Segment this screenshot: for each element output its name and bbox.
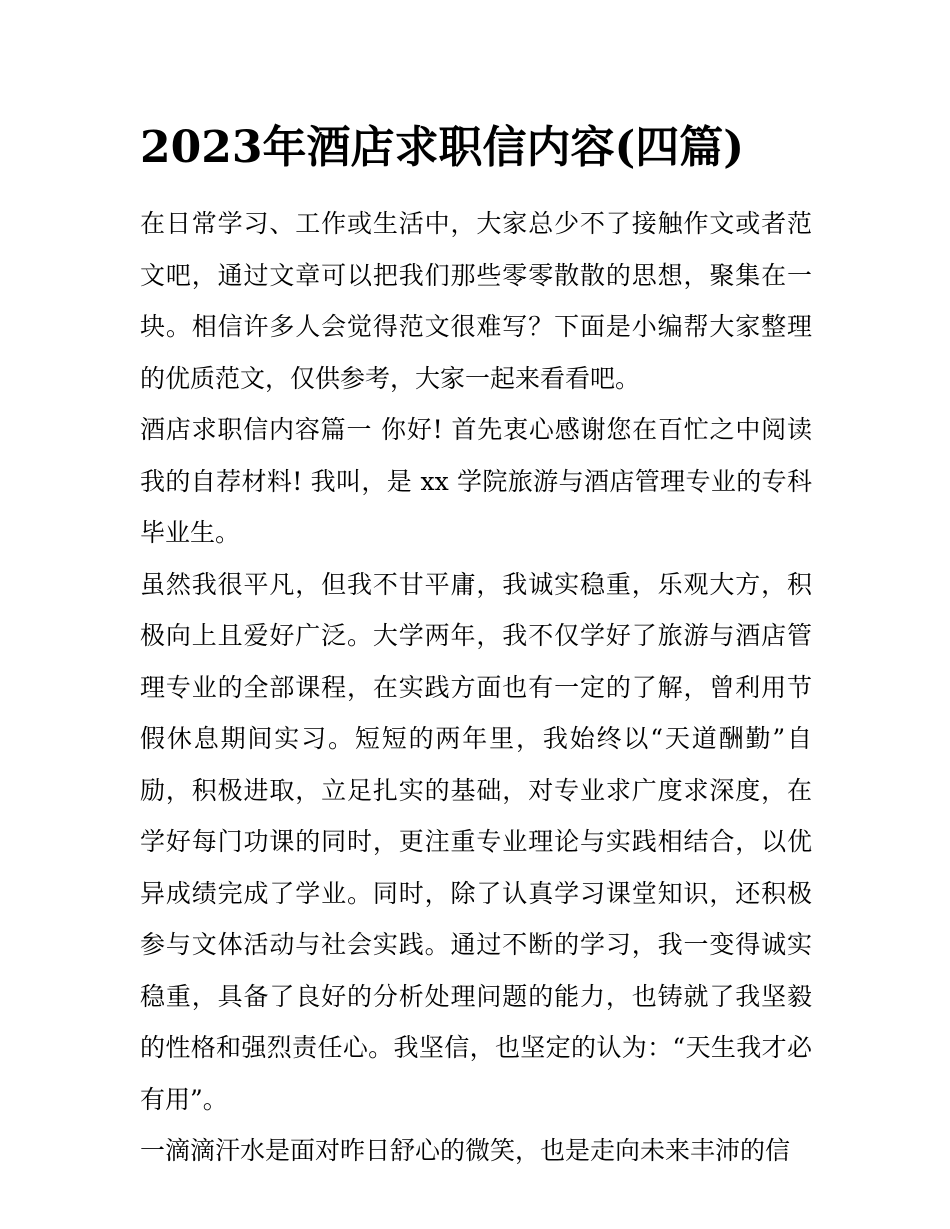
paragraph-self-description: 虽然我很平凡，但我不甘平庸，我诚实稳重，乐观大方，积极向上且爱好广泛。大学两年，我不仅学好了旅游与酒店管理专业的全部课程，在实践方面也有一定的了解，曾利用节假休息期间实习。短短的两年里，我始终以“天道酬勤”自励，积极进取，立足扎实的基础，对专业求广度求深度，在学好每门功课的同时，更注重专业理论与实践相结合，以优异成绩完成了学业。同时，除了认真学习课堂知识，还积极参与文体活动与社会实践。通过不断的学习，我一变得诚实稳重，具备了良好的分析处理问题的能力，也铸就了我坚毅的性格和强烈责任心。我坚信，也坚定的认为：“天生我才必有用”。 — [140, 569, 812, 1114]
paragraph-intro: 在日常学习、工作或生活中，大家总少不了接触作文或者范文吧，通过文章可以把我们那些零零散散的思想，聚集在一块。相信许多人会觉得范文很难写？下面是小编帮大家整理的优质范文，仅供参考，大家一起来看看吧。 — [140, 209, 812, 393]
document-body — [140, 198, 812, 1177]
paragraph-greeting: 酒店求职信内容篇一 你好! 首先衷心感谢您在百忙之中阅读我的自荐材料! 我叫，是 xx 学院旅游与酒店管理专业的专科毕业生。 — [140, 415, 812, 547]
paragraph-closing-fragment: 一滴滴汗水是面对昨日舒心的微笑，也是走向未来丰沛的信 — [140, 1136, 791, 1165]
document-title: 2023年酒店求职信内容(四篇) — [140, 122, 745, 173]
